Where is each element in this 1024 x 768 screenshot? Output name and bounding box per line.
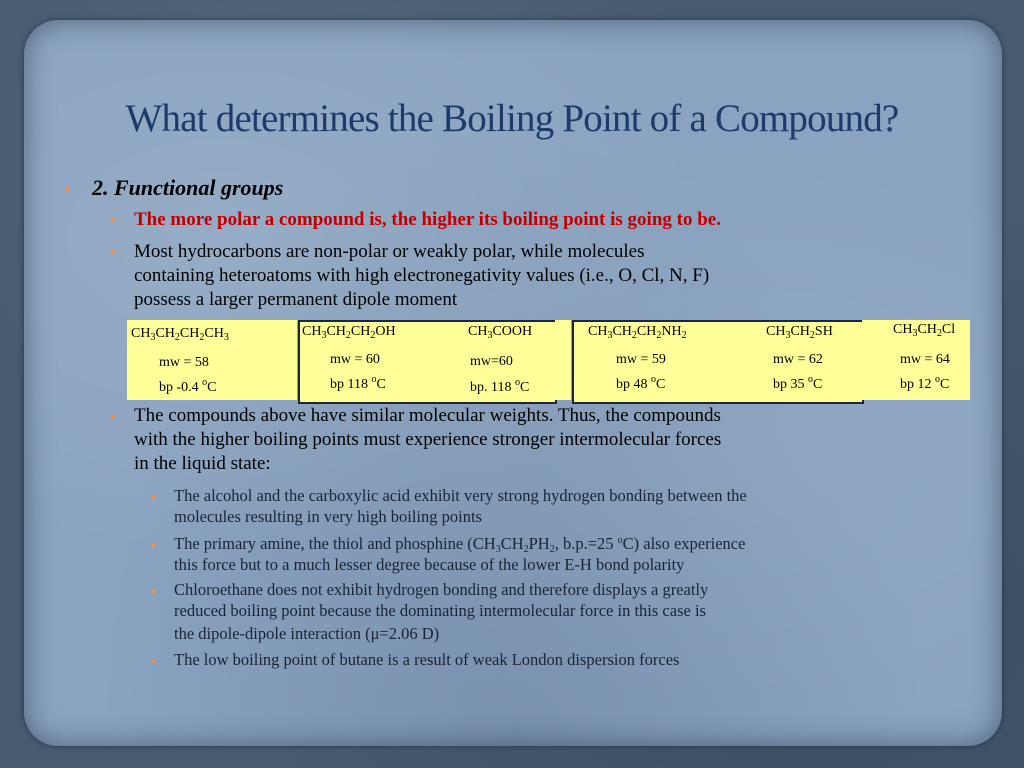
bullet-functional-groups: 2. Functional groups: [92, 175, 284, 200]
sub-bullet-chloroethane-line3: the dipole-dipole interaction (μ=2.06 D): [174, 624, 440, 643]
formula-butane: $CH_3CH_2CH_2CH_3$: [131, 326, 229, 343]
bullet-hydrocarbons-line3: possess a larger permanent dipole moment: [134, 289, 458, 310]
slide-title: What determines the Boiling Point of a Compound?: [125, 97, 899, 140]
bullet-hydrocarbons-line2: containing heteroatoms with high electronegativity values (i.e., O, Cl, N, F): [134, 265, 710, 286]
bp-chloroethane: bp 12 $^o$C: [900, 374, 950, 392]
mw-ethanethiol: mw = 62: [773, 352, 823, 367]
bullet-dot-icon: ●: [110, 215, 117, 226]
bullet-dot-icon: ●: [151, 540, 157, 550]
bullet-dot-icon: ●: [110, 412, 117, 423]
sub-bullet-alcohol-line1: The alcohol and the carboxylic acid exhibit very strong hydrogen bonding between the: [174, 486, 747, 505]
bullet-dot-icon: ●: [151, 586, 157, 596]
mw-butane: mw = 58: [159, 355, 209, 370]
bp-butane: bp -0.4 $^o$C: [159, 377, 217, 395]
mw-propanol: mw = 60: [330, 352, 380, 367]
bp-ethanethiol: bp 35 $^o$C: [773, 374, 823, 392]
formula-propanol: $CH_3CH_2CH_2OH$: [302, 324, 396, 341]
sub-bullet-chloroethane-line1: Chloroethane does not exhibit hydrogen bonding and therefore displays a greatly: [174, 580, 709, 599]
mw-propylamine: mw = 59: [616, 352, 666, 367]
bullet-dot-icon: ●: [151, 656, 157, 666]
formula-ethanethiol: $CH_3CH_2SH$: [766, 324, 833, 341]
bp-propylamine: bp 48 $^o$C: [616, 374, 666, 392]
bullet-dot-icon: ●: [64, 183, 71, 195]
bullet-similar-mw-line2: with the higher boiling points must experience stronger intermolecular forces: [134, 429, 722, 450]
bullet-similar-mw-line1: The compounds above have similar molecular weights. Thus, the compounds: [134, 405, 721, 426]
sub-bullet-butane: The low boiling point of butane is a result of weak London dispersion forces: [174, 650, 680, 669]
sub-bullet-alcohol-line2: molecules resulting in very high boiling points: [174, 507, 482, 526]
bp-propanol: bp 118 $^o$C: [330, 374, 386, 392]
gap-highlight: [555, 320, 571, 400]
formula-acetic-acid: $CH_3COOH$: [468, 324, 533, 341]
mw-chloroethane: mw = 64: [900, 352, 950, 367]
sub-bullet-chloroethane-line2: reduced boiling point because the dominating intermolecular force in this case is: [174, 601, 706, 620]
mw-acetic-acid: mw=60: [470, 354, 513, 369]
bp-acetic-acid: bp. 118 $^o$C: [470, 377, 530, 395]
bullet-dot-icon: ●: [151, 492, 157, 502]
bullet-dot-icon: ●: [110, 247, 117, 258]
sub-bullet-amine-line1: The primary amine, the thiol and phosphine ($CH_3CH_2PH_2$, b.p.=25 $^o$C) also experience: [174, 534, 746, 555]
formula-chloroethane: $CH_3CH_2Cl$: [893, 322, 956, 339]
bullet-polarity-rule: The more polar a compound is, the higher its boiling point is going to be.: [134, 209, 721, 230]
formula-propylamine: $CH_3CH_2CH_2NH_2$: [588, 324, 687, 341]
bullet-hydrocarbons-line1: Most hydrocarbons are non-polar or weakly polar, while molecules: [134, 241, 645, 262]
sub-bullet-amine-line2: this force but to a much lesser degree because of the lower E-H bond polarity: [174, 555, 685, 574]
bullet-similar-mw-line3: in the liquid state:: [134, 453, 271, 474]
